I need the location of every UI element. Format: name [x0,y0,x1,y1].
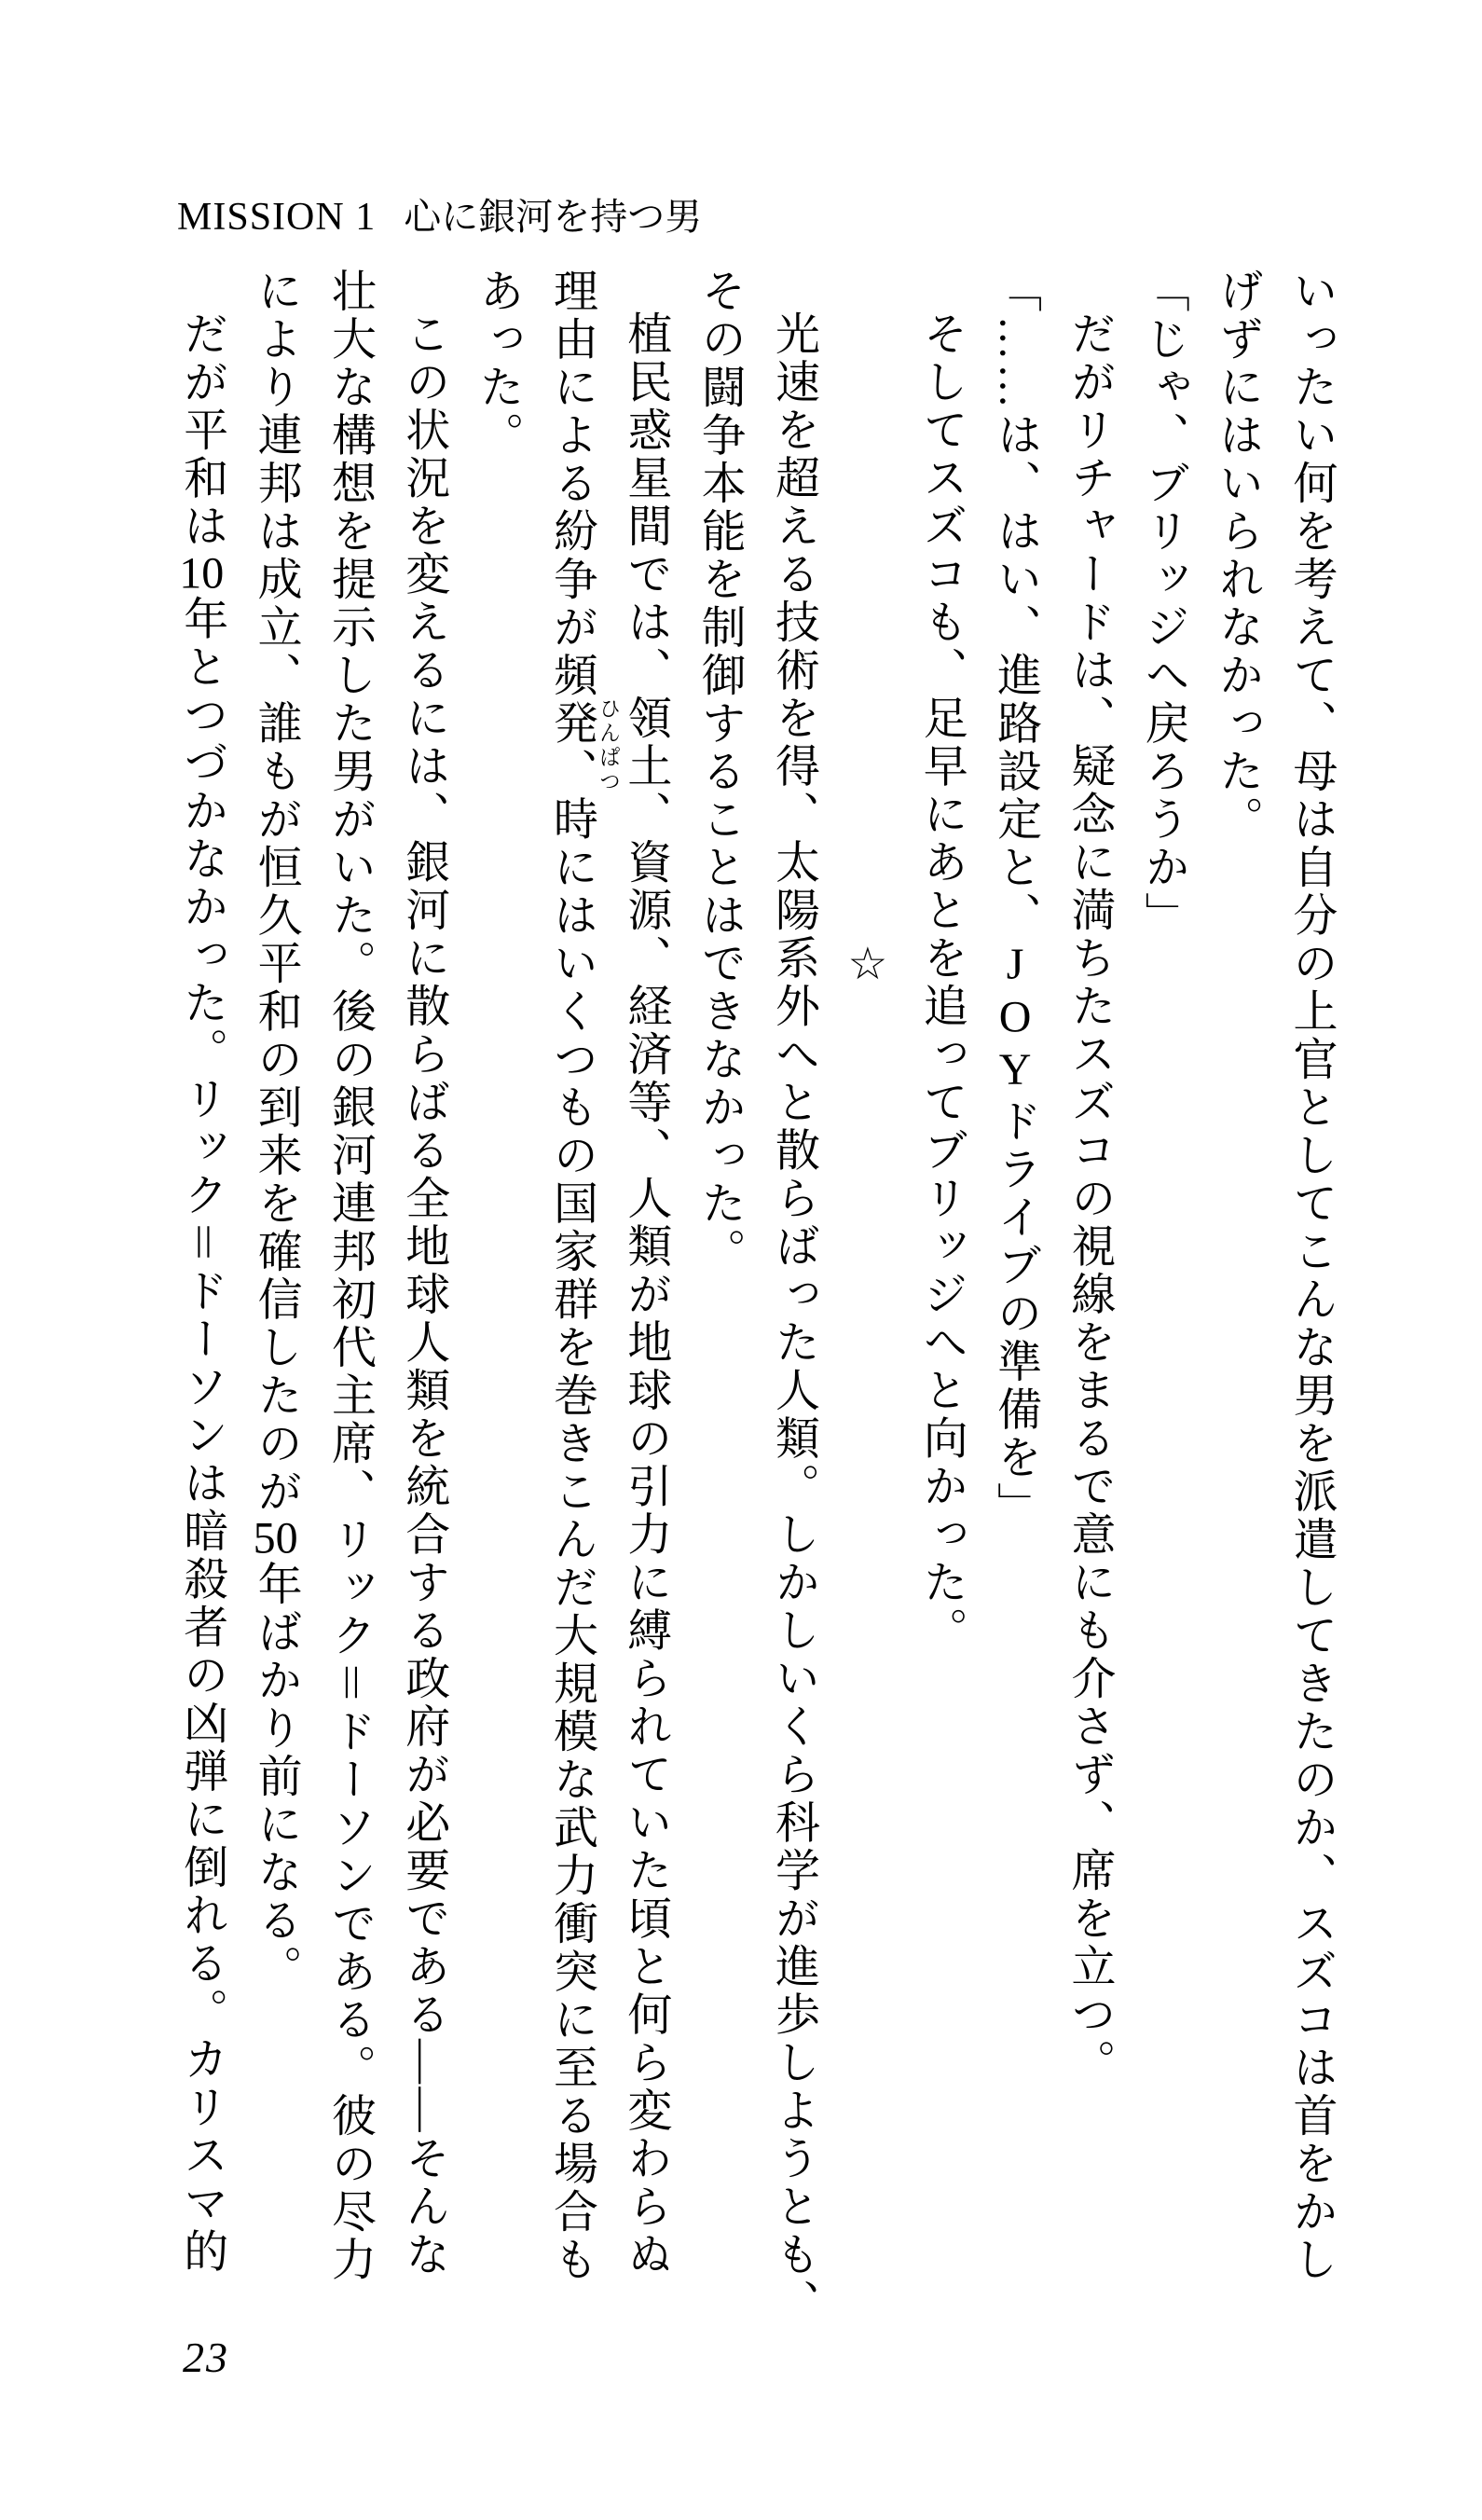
text-column: 「……は、はい、進路設定と、JOYドライブの準備を」 [990,268,1040,1530]
mission-number: MISSION 1 [177,196,377,239]
upright-latin: JOY [990,940,1040,1098]
text-column: その闘争本能を制御することはできなかった。 [694,268,745,1276]
text-column: 壮大な構想を提示した男がいた。後の銀河連邦初代主席、リック＝ドーソンである。彼の尽力 [324,268,375,2284]
text-column: だがリチャードは、疑念に満ちたスズコの視線をまるで意にも介さず、席を立つ。 [1063,310,1114,2087]
chapter-title: 心に銀河を持つ男 [404,196,703,238]
text-column: あった。 [473,268,523,460]
text-column: そしてスズコも、足早にあとを追ってブリッジへと向かった。 [916,310,967,1655]
text-column: 「じゃ、ブリッジへ戻ろうか」 [1138,268,1188,940]
text-column: げずにはいられなかった。 [1212,268,1262,844]
section-break-star: ☆ [842,938,892,990]
text-column: この状況を変えるには、銀河に散らばる全地球人類を統合する政府が必要である――そんな [398,310,448,2279]
text-column: により連邦は成立、誰もが恒久平和の到来を確信したのが50年ばかり前になる。 [251,268,301,1993]
text-column: いったい何を考えて、母は自分の上官としてこんな男を派遣してきたのか、スズコは首をかし [1286,268,1336,2284]
page-number: 23 [183,2334,229,2381]
text-column: 理由による紛争が頻発、時にはいくつもの国家群を巻きこんだ大規模な武力衝突に至る場合も [546,268,597,2284]
furigana-hinpatsu: ひんぱつ [597,697,620,794]
tatechuyoko-number: 10 [179,550,225,596]
text-column: だが平和は10年とつづかなかった。リック＝ドーソンは暗殺者の凶弾に倒れる。カリスマ的 [176,310,226,2277]
text-column: 光速を超える技術を得、太陽系外へと散らばった人類。しかしいくら科学が進歩しようとも、 [768,310,818,2327]
text-column: 植民惑星間では、領土、資源、経済等、人類が地球の引力に縛られていた頃と何ら変わらぬ [620,310,670,2279]
tatechuyoko-number: 50 [253,1516,298,1561]
